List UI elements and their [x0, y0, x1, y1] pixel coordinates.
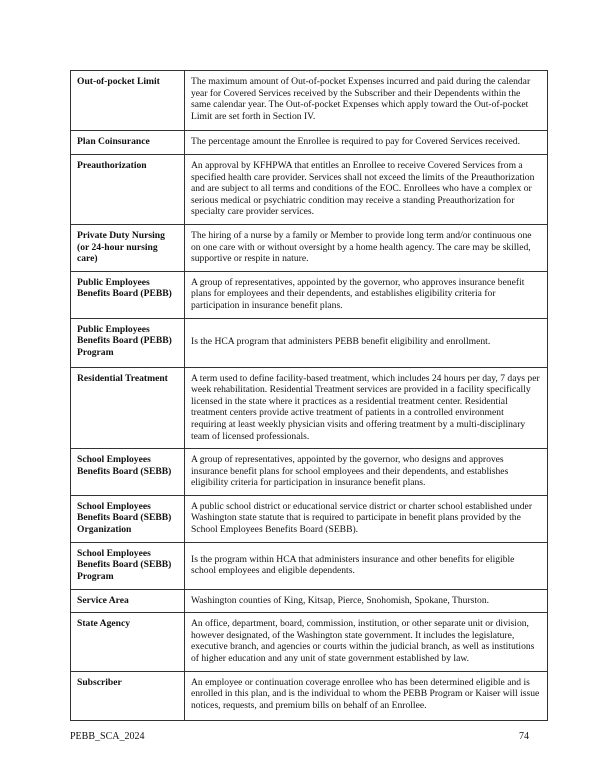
- table-row: [71, 318, 548, 367]
- definition-cell: A public school district or educational service district or charter school established under Washington state statute that is required to participate in benefit plans provided by the School Employees Benefits Board (SEBB).: [185, 495, 548, 542]
- table-row: [71, 495, 548, 542]
- term-cell: Public Employees Benefits Board (PEBB) Program: [71, 318, 185, 367]
- table-row: [71, 367, 548, 449]
- term-cell: Public Employees Benefits Board (PEBB): [71, 271, 185, 318]
- term-cell: Out-of-pocket Limit: [71, 71, 185, 131]
- term-cell: Private Duty Nursing (or 24-hour nursing care): [71, 224, 185, 271]
- table-row: [71, 155, 548, 225]
- definition-cell: A term used to define facility-based treatment, which includes 24 hours per day, 7 days per week rehabilitation. Residential Treatment services are provided in a facility specifically licensed in the state where it practices as a residential treatment center. Residential treatment centers provide active treatment of patients in a controlled environment requiring at least weekly physician visits and offering treatment by a multi-disciplinary team of licensed professionals.: [185, 367, 548, 449]
- term-cell: Residential Treatment: [71, 367, 185, 449]
- definition-cell: A group of representatives, appointed by the governor, who approves insurance benefit plans for employees and their dependents, and establishes eligibility criteria for participation in insurance benefit plans.: [185, 271, 548, 318]
- term-cell: Plan Coinsurance: [71, 131, 185, 155]
- term-cell: State Agency: [71, 613, 185, 671]
- table-row: [71, 71, 548, 131]
- table-row: [71, 542, 548, 589]
- footer-page-number: 74: [519, 731, 529, 742]
- definition-cell: Is the program within HCA that administers insurance and other benefits for eligible school employees and eligible dependents.: [185, 542, 548, 589]
- table-row: [71, 589, 548, 613]
- table-row: [71, 613, 548, 671]
- term-cell: School Employees Benefits Board (SEBB) Program: [71, 542, 185, 589]
- term-cell: School Employees Benefits Board (SEBB): [71, 449, 185, 496]
- definition-cell: An employee or continuation coverage enrollee who has been determined eligible and is enrolled in this plan, and is the individual to whom the PEBB Program or Kaiser will issue notices, requests, and premium bills on behalf of an Enrollee.: [185, 671, 548, 720]
- definition-cell: Washington counties of King, Kitsap, Pierce, Snohomish, Spokane, Thurston.: [185, 589, 548, 613]
- definition-cell: The maximum amount of Out-of-pocket Expenses incurred and paid during the calendar year for Covered Services received by the Subscriber and their Dependents within the same calendar year. The Out-of-pocket Expenses which apply toward the Out-of-pocket Limit are set forth in Section IV.: [185, 71, 548, 131]
- table-row: [71, 131, 548, 155]
- table-row: [71, 671, 548, 720]
- term-cell: Service Area: [71, 589, 185, 613]
- definition-cell: The hiring of a nurse by a family or Member to provide long term and/or continuous one on one care with or without oversight by a home health agency. The care may be skilled, supportive or respite in nature.: [185, 224, 548, 271]
- footer-doc-id: PEBB_SCA_2024: [70, 731, 145, 742]
- term-cell: Preauthorization: [71, 155, 185, 225]
- definition-cell: The percentage amount the Enrollee is required to pay for Covered Services received.: [185, 131, 548, 155]
- definition-cell: An approval by KFHPWA that entitles an Enrollee to receive Covered Services from a specified health care provider. Services shall not exceed the limits of the Preauthorization and are subject to all terms and conditions of the EOC. Enrollees who have a complex or serious medical or psychiatric condition may receive a standing Preauthorization for specialty care provider services.: [185, 155, 548, 225]
- definition-cell: An office, department, board, commission, institution, or other separate unit or division, however designated, of the Washington state government. It includes the legislature, executive branch, and agencies or courts within the judicial branch, as well as institutions of higher education and any unit of state government established by law.: [185, 613, 548, 671]
- table-row: [71, 271, 548, 318]
- table-row: [71, 449, 548, 496]
- table-row: [71, 224, 548, 271]
- term-cell: School Employees Benefits Board (SEBB) Organization: [71, 495, 185, 542]
- definition-cell: A group of representatives, appointed by the governor, who designs and approves insurance benefit plans for school employees and their dependents, and establishes eligibility criteria for participation in insurance benefit plans.: [185, 449, 548, 496]
- definition-cell: Is the HCA program that administers PEBB benefit eligibility and enrollment.: [185, 318, 548, 367]
- term-cell: Subscriber: [71, 671, 185, 720]
- definitions-table: [70, 70, 548, 721]
